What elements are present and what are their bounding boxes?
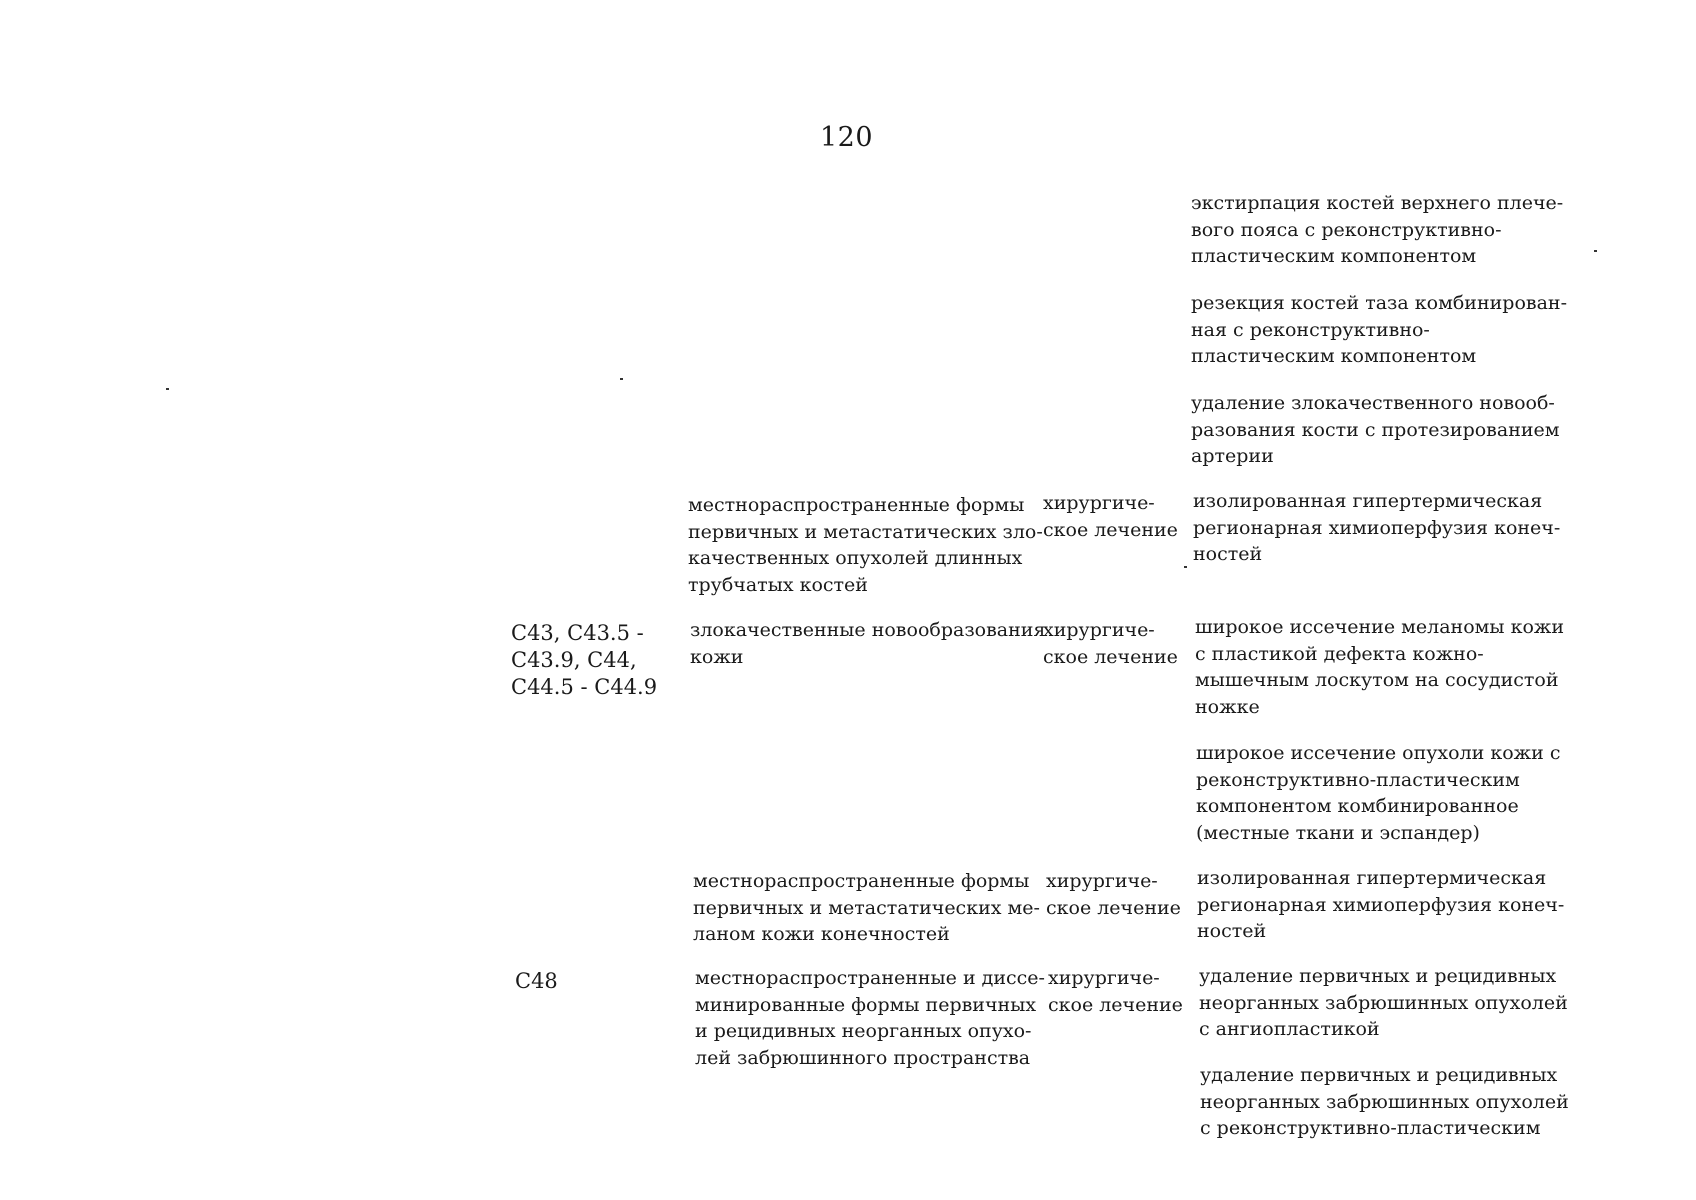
method-cell: широкое иссечение меланомы кожи с пластикой дефекта кожно- мышечным лоскутом на сосудистой ножке <box>1195 616 1565 718</box>
method-cell: изолированная гипертермическая регионарная химиоперфузия конеч- ностей <box>1193 490 1561 565</box>
treatment-type-cell: хирургиче- ское лечение <box>1048 967 1183 1016</box>
method-cell: широкое иссечение опухоли кожи с реконструктивно-пластическим компонентом комбинированное (местные ткани и эспандер) <box>1196 742 1561 844</box>
icd-code-cell: С48 <box>515 969 558 993</box>
method-cell: удаление первичных и рецидивных неорганных забрюшинных опухолей с ангиопластикой <box>1199 965 1568 1040</box>
page-number: 120 <box>820 122 874 153</box>
treatment-type-cell: хирургиче- ское лечение <box>1043 492 1178 541</box>
scan-speck <box>620 378 623 380</box>
treatment-type-cell: хирургиче- ское лечение <box>1046 870 1181 919</box>
scan-speck <box>166 388 169 390</box>
scan-speck <box>1594 250 1597 252</box>
method-cell: удаление злокачественного новооб- разования кости с протезированием артерии <box>1191 392 1560 467</box>
method-cell: удаление первичных и рецидивных неорганных забрюшинных опухолей с реконструктивно-пластическим <box>1200 1064 1569 1139</box>
icd-code-cell: С43, С43.5 - С43.9, С44, С44.5 - С44.9 <box>511 621 658 699</box>
method-cell: экстирпация костей верхнего плече- вого пояса с реконструктивно- пластическим компонентом <box>1191 192 1564 267</box>
scan-speck <box>1184 566 1187 568</box>
diagnosis-cell: местнораспространенные формы первичных и метастатических зло- качественных опухолей длинных трубчатых костей <box>688 494 1043 596</box>
treatment-type-cell: хирургиче- ское лечение <box>1043 619 1178 668</box>
diagnosis-cell: местнораспространенные формы первичных и метастатических ме- ланом кожи конечностей <box>693 870 1040 945</box>
method-cell: изолированная гипертермическая регионарная химиоперфузия конеч- ностей <box>1197 867 1565 942</box>
method-cell: резекция костей таза комбинирован- ная с реконструктивно- пластическим компонентом <box>1191 292 1568 367</box>
diagnosis-cell: местнораспространенные и диссе- минированные формы первичных и рецидивных неорганных опухо- лей забрюшинного пространства <box>695 967 1045 1069</box>
diagnosis-cell: злокачественные новообразования кожи <box>690 619 1046 668</box>
